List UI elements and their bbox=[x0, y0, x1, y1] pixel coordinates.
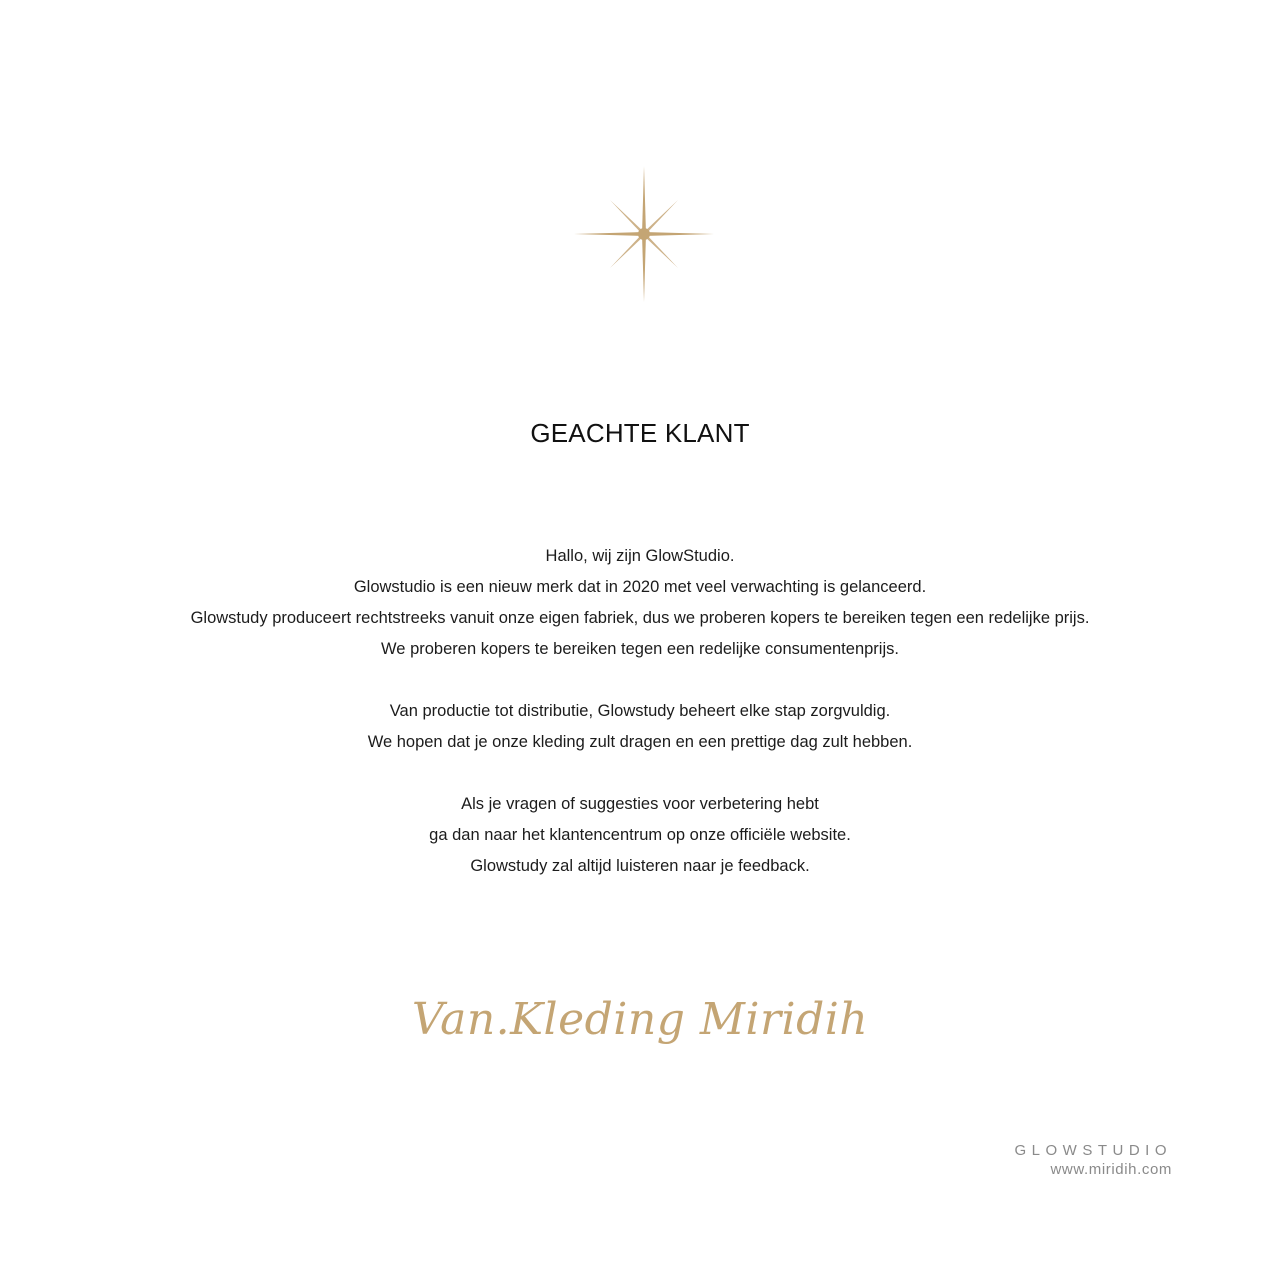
letter-body bbox=[0, 541, 1280, 882]
brand-name: GLOWSTUDIO bbox=[1014, 1142, 1172, 1159]
text-line: Glowstudy produceert rechtstreeks vanuit onze eigen fabriek, dus we proberen kopers te bereiken tegen een redelijke prijs. bbox=[190, 609, 1090, 627]
text-line: Van productie tot distributie, Glowstudy beheert elke stap zorgvuldig. bbox=[389, 702, 891, 720]
page-title: GEACHTE KLANT bbox=[530, 418, 750, 448]
signature: Van.Kleding Miridih bbox=[411, 994, 869, 1045]
paragraph-production bbox=[0, 696, 1280, 758]
text-line: Glowstudy zal altijd luisteren naar je feedback. bbox=[470, 857, 810, 875]
paragraph-feedback bbox=[0, 789, 1280, 882]
sparkle-star-icon bbox=[574, 166, 714, 302]
text-line: Glowstudio is een nieuw merk dat in 2020 met veel verwachting is gelanceerd. bbox=[353, 578, 927, 596]
footer bbox=[1014, 1142, 1172, 1178]
website-link[interactable]: www.miridih.com bbox=[1050, 1161, 1172, 1178]
text-line: Als je vragen of suggesties voor verbetering hebt bbox=[461, 795, 819, 813]
paragraph-intro bbox=[0, 541, 1280, 665]
text-line: We proberen kopers te bereiken tegen een redelijke consumentenprijs. bbox=[381, 640, 899, 658]
text-line: ga dan naar het klantencentrum op onze officiële website. bbox=[429, 826, 851, 844]
text-line: Hallo, wij zijn GlowStudio. bbox=[545, 547, 735, 565]
text-line: We hopen dat je onze kleding zult dragen en een prettige dag zult hebben. bbox=[367, 733, 913, 751]
